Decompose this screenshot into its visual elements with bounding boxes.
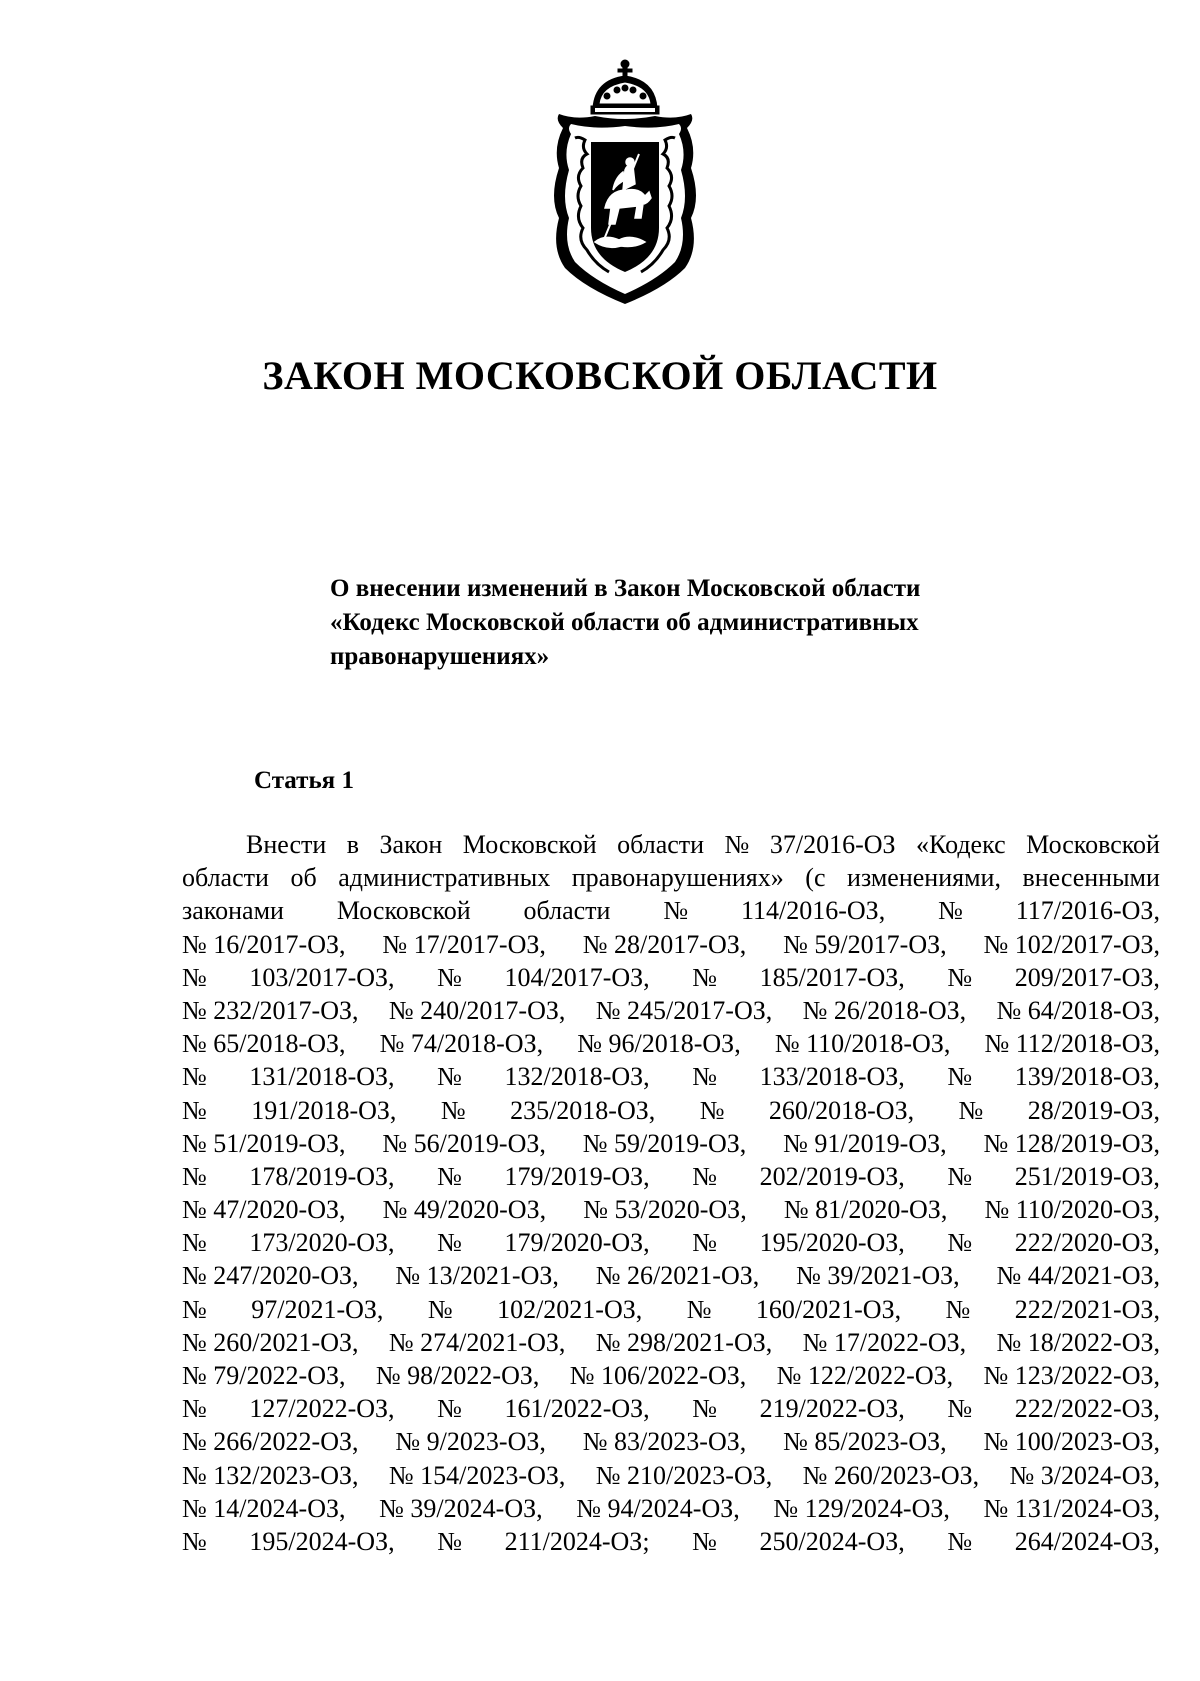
body-word: 114/2016-ОЗ, (740, 896, 886, 926)
body-word: 139/2018-ОЗ, (1014, 1062, 1160, 1092)
body-word: № (947, 1062, 973, 1092)
body-word: № 59/2019-ОЗ, (582, 1128, 747, 1158)
body-word: № 240/2017-ОЗ, (388, 995, 566, 1025)
body-word: № 298/2021-ОЗ, (595, 1327, 773, 1357)
body-word: № (958, 1095, 984, 1125)
body-word: 28/2019-ОЗ, (1027, 1095, 1160, 1125)
body-word: № (437, 1161, 462, 1191)
body-word: № 129/2024-ОЗ, (773, 1493, 950, 1523)
body-word: № 14/2024-ОЗ, (182, 1493, 346, 1523)
body-word: 97/2021-ОЗ, (251, 1294, 384, 1324)
article-heading: Статья 1 (254, 767, 354, 794)
body-word: № 9/2023-ОЗ, (395, 1427, 546, 1457)
body-word: 133/2018-ОЗ, (759, 1062, 905, 1092)
body-word: 251/2019-ОЗ, (1014, 1161, 1160, 1191)
body-word: № 260/2021-ОЗ, (182, 1327, 359, 1357)
body-word: № 79/2022-ОЗ, (182, 1361, 346, 1390)
body-word: № 26/2018-ОЗ, (802, 995, 967, 1025)
body-line (182, 1359, 1160, 1392)
body-word: № (692, 1394, 718, 1424)
body-word: № 245/2017-ОЗ, (595, 995, 773, 1025)
body-word: № 128/2019-ОЗ, (983, 1128, 1160, 1158)
body-word: № (724, 830, 750, 859)
body-word: № 98/2022-ОЗ, (375, 1361, 540, 1390)
body-word: 131/2018-ОЗ, (249, 1062, 395, 1092)
body-word: 117/2016-ОЗ, (1015, 896, 1160, 926)
body-word: 195/2020-ОЗ, (759, 1228, 905, 1258)
subject-line: «Кодекс Московской области об административных (330, 609, 919, 636)
body-word: 127/2022-ОЗ, (249, 1394, 395, 1424)
body-word: 185/2017-ОЗ, (759, 962, 905, 992)
body-word: Закон (379, 830, 443, 859)
body-word: 104/2017-ОЗ, (504, 962, 650, 992)
body-word: № 53/2020-ОЗ, (583, 1195, 747, 1225)
body-word: № 91/2019-ОЗ, (783, 1128, 947, 1158)
body-word: № (692, 1161, 718, 1191)
body-word: № 17/2017-ОЗ, (382, 929, 546, 959)
body-word: внесенными (1022, 863, 1160, 893)
body-word: № (437, 1526, 462, 1556)
body-word: № 39/2021-ОЗ, (796, 1261, 960, 1291)
body-word: № (947, 1161, 973, 1191)
body-word: № 154/2023-ОЗ, (388, 1460, 566, 1490)
body-word: № 28/2017-ОЗ, (582, 929, 747, 959)
body-word: 219/2022-ОЗ, (759, 1394, 905, 1424)
body-word: № 266/2022-ОЗ, (182, 1427, 359, 1457)
body-word: № (182, 1228, 207, 1258)
body-word: 103/2017-ОЗ, (249, 962, 395, 992)
body-word: № 83/2023-ОЗ, (582, 1427, 747, 1457)
body-word: 209/2017-ОЗ, (1014, 962, 1160, 992)
body-line (182, 1160, 1160, 1193)
body-word: 178/2019-ОЗ, (249, 1161, 395, 1191)
body-word: 102/2021-ОЗ, (497, 1294, 643, 1324)
body-word: № 112/2018-ОЗ, (984, 1029, 1160, 1059)
body-line (182, 1193, 1160, 1226)
body-word: № (686, 1294, 712, 1324)
body-word: № (692, 1228, 718, 1258)
article-body (182, 828, 1160, 1558)
body-word: № (947, 1228, 973, 1258)
body-line (182, 994, 1160, 1027)
body-line (182, 1459, 1160, 1492)
body-word: № (663, 896, 689, 926)
body-word: правонарушениях» (571, 863, 784, 893)
body-word: № 96/2018-ОЗ, (577, 1029, 741, 1059)
body-word: № (440, 1095, 466, 1125)
body-word: № 56/2019-ОЗ, (382, 1128, 546, 1158)
body-word: № (947, 1394, 973, 1424)
body-word: № 47/2020-ОЗ, (182, 1195, 346, 1225)
body-word: № 65/2018-ОЗ, (182, 1029, 346, 1059)
law-subject (330, 572, 1050, 674)
body-word: № 17/2022-ОЗ, (802, 1327, 967, 1357)
body-word: № (427, 1294, 453, 1324)
body-word: № (938, 896, 963, 926)
body-word: № 131/2024-ОЗ, (983, 1493, 1160, 1523)
body-word: № (437, 962, 462, 992)
body-line (182, 1060, 1160, 1093)
body-word: № 102/2017-ОЗ, (983, 929, 1160, 959)
body-word: № (182, 1294, 207, 1324)
body-word: № 44/2021-ОЗ, (996, 1261, 1160, 1291)
body-line (182, 894, 1160, 927)
body-word: № 122/2022-ОЗ, (776, 1361, 954, 1390)
body-word: 173/2020-ОЗ, (249, 1228, 395, 1258)
body-word: № (947, 1526, 973, 1556)
body-word: 222/2022-ОЗ, (1014, 1394, 1160, 1424)
body-line (182, 861, 1160, 894)
body-word: в (346, 830, 360, 859)
body-line (182, 1259, 1160, 1292)
body-word: № 74/2018-ОЗ, (379, 1029, 544, 1059)
subject-line: правонарушениях» (330, 643, 550, 670)
body-word: № (692, 1062, 718, 1092)
body-word: № 274/2021-ОЗ, (388, 1327, 566, 1357)
body-word: № 81/2020-ОЗ, (783, 1195, 948, 1225)
body-word: 222/2021-ОЗ, (1014, 1294, 1160, 1324)
body-word: 222/2020-ОЗ, (1014, 1228, 1160, 1258)
subject-line: О внесении изменений в Закон Московской области (330, 575, 921, 602)
body-word: № (692, 962, 718, 992)
body-word: Московской (462, 830, 597, 859)
moscow-oblast-coat-of-arms (535, 58, 715, 308)
body-word: Московской (1026, 830, 1160, 859)
body-word: № (437, 1394, 462, 1424)
body-word: № 39/2024-ОЗ, (379, 1493, 543, 1523)
body-line (182, 928, 1160, 961)
body-line (182, 1425, 1160, 1458)
body-word: № 123/2022-ОЗ, (983, 1361, 1160, 1390)
body-line (182, 1293, 1160, 1326)
body-word: 202/2019-ОЗ, (759, 1161, 905, 1191)
body-word: 179/2020-ОЗ, (504, 1228, 650, 1258)
body-word: законами (182, 896, 284, 926)
body-word: № (947, 962, 973, 992)
body-word: № 18/2022-ОЗ, (996, 1327, 1160, 1357)
body-word: области (617, 830, 705, 859)
body-word: № 210/2023-ОЗ, (595, 1460, 773, 1490)
body-word: № 260/2023-ОЗ, (802, 1460, 980, 1490)
body-line (182, 1094, 1160, 1127)
body-word: № (182, 1161, 207, 1191)
body-word: 132/2018-ОЗ, (504, 1062, 650, 1092)
law-title: ЗАКОН МОСКОВСКОЙ ОБЛАСТИ (262, 353, 938, 398)
body-word: 191/2018-ОЗ, (251, 1095, 397, 1125)
body-word: № 51/2019-ОЗ, (182, 1128, 346, 1158)
body-word: 235/2018-ОЗ, (510, 1095, 656, 1125)
body-word: № 13/2021-ОЗ, (395, 1261, 559, 1291)
body-line (182, 1127, 1160, 1160)
body-word: № 100/2023-ОЗ, (983, 1427, 1160, 1457)
body-word: № 110/2018-ОЗ, (774, 1029, 951, 1059)
body-word: № 16/2017-ОЗ, (182, 929, 346, 959)
body-word: области (182, 863, 269, 893)
body-word: № 3/2024-ОЗ, (1009, 1460, 1160, 1490)
body-word: Внести (246, 830, 327, 859)
body-word: 161/2022-ОЗ, (504, 1394, 650, 1424)
body-word: № (182, 1095, 207, 1125)
body-word: 160/2021-ОЗ, (755, 1294, 902, 1324)
body-word: № 85/2023-ОЗ, (783, 1427, 947, 1457)
body-word: изменениями, (847, 863, 1001, 893)
body-word: № 110/2020-ОЗ, (984, 1195, 1160, 1225)
body-word: № (692, 1526, 717, 1556)
body-word: № (437, 1062, 462, 1092)
body-word: № (437, 1228, 462, 1258)
body-word: области (523, 896, 611, 926)
body-word: 179/2019-ОЗ, (504, 1161, 650, 1191)
body-word: 37/2016-ОЗ (769, 830, 896, 859)
body-word: № (182, 1394, 207, 1424)
body-word: № 49/2020-ОЗ, (382, 1195, 547, 1225)
body-line (182, 961, 1160, 994)
body-line (182, 1392, 1160, 1425)
body-line (182, 1326, 1160, 1359)
body-word: «Кодекс (916, 830, 1006, 859)
body-word: 195/2024-ОЗ, (249, 1526, 395, 1556)
body-word: № 232/2017-ОЗ, (182, 995, 359, 1025)
body-word: № (699, 1095, 725, 1125)
body-word: № 64/2018-ОЗ, (996, 995, 1160, 1025)
body-word: № (182, 1526, 207, 1556)
body-word: об (290, 863, 317, 893)
body-word: 211/2024-ОЗ; (504, 1526, 650, 1556)
body-word: № (945, 1294, 971, 1324)
body-word: административных (338, 863, 551, 893)
body-word: 264/2024-ОЗ, (1014, 1526, 1160, 1556)
body-line (182, 1492, 1160, 1525)
body-word: № (182, 1062, 207, 1092)
body-word: № 94/2024-ОЗ, (576, 1493, 740, 1523)
body-word: № 26/2021-ОЗ, (595, 1261, 760, 1291)
body-word: № 247/2020-ОЗ, (182, 1261, 359, 1291)
body-line (182, 1027, 1160, 1060)
body-word: № 106/2022-ОЗ, (569, 1361, 747, 1390)
body-word: (с (805, 863, 826, 893)
body-line (182, 1525, 1160, 1558)
body-word: 260/2018-ОЗ, (768, 1095, 915, 1125)
body-word: Московской (336, 896, 471, 926)
body-line (182, 1226, 1160, 1259)
body-line (182, 828, 1160, 861)
body-word: № 132/2023-ОЗ, (182, 1460, 359, 1490)
body-word: № 59/2017-ОЗ, (783, 929, 947, 959)
body-word: № (182, 962, 207, 992)
body-word: 250/2024-ОЗ, (759, 1526, 905, 1556)
